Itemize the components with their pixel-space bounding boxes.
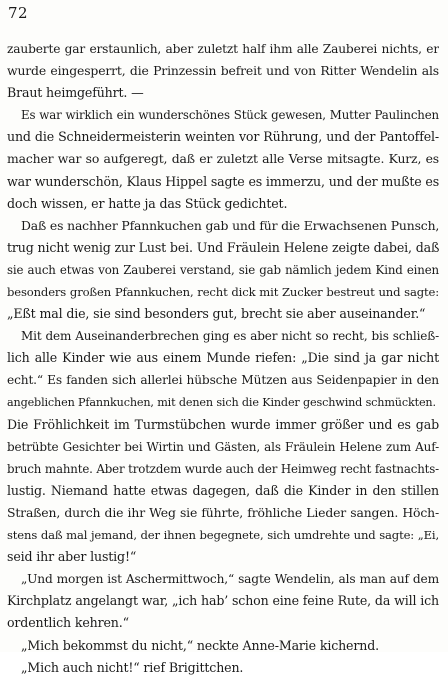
text-line: „Und morgen ist Aschermittwoch,“ sagte Wendelin, als man auf dem — [21, 572, 439, 587]
text-line: Kirchplatz angelangt war, „ich hab’ schon eine feine Rute, da will ich — [7, 593, 439, 609]
text-line: echt.“ Es fanden sich allerlei hübsche Mützen aus Seidenpapier in den — [7, 373, 439, 388]
text-line: Braut heimgeführt. — — [7, 85, 144, 101]
text-line: trug nicht wenig zur Lust bei. Und Fräulein Helene zeigte dabei, daß — [7, 239, 439, 255]
text-line: besonders großen Pfannkuchen, recht dick mit Zucker bestreut und sagte: — [7, 285, 439, 300]
text-line: stens daß mal jemand, der ihnen begegnete, sich umdrehte und sagte: „Ei, — [7, 528, 439, 543]
text-line: doch wissen, er hatte ja das Stück gedichtet. — [7, 195, 288, 211]
page-number: 72 — [8, 4, 29, 22]
text-line: „Eßt mal die, sie sind besonders gut, brecht sie aber auseinander.“ — [7, 306, 426, 322]
text-line: Daß es nachher Pfannkuchen gab und für die Erwachsenen Punsch, — [21, 217, 439, 233]
text-line: „Mich bekommst du nicht,“ neckte Anne-Marie kichernd. — [21, 637, 379, 653]
text-line: angeblichen Pfannkuchen, mit denen sich die Kinder geschwind schmückten. — [7, 395, 436, 409]
text-line: seid ihr aber lustig!“ — [7, 549, 137, 565]
text-line: Die Fröhlichkeit im Turmstübchen wurde immer größer und es gab — [7, 416, 439, 432]
text-line: zauberte gar erstaunlich, aber zuletzt half ihm alle Zauberei nichts, er — [7, 42, 439, 56]
text-line: Es war wirklich ein wunderschönes Stück gewesen, Mutter Paulinchen — [21, 108, 439, 123]
text-line: macher war so aufgeregt, daß er zuletzt alle Verse mitsagte. Kurz, es — [7, 151, 439, 167]
text-line: ordentlich kehren.“ — [7, 615, 129, 631]
text-line: Straßen, durch die ihr Weg sie führte, fröhliche Lieder sangen. Höch- — [7, 504, 439, 520]
text-line: Mit dem Auseinanderbrechen ging es aber nicht so recht, bis schließ- — [21, 329, 439, 344]
text-line: war wunderschön, Klaus Hippel sagte es immerzu, und der mußte es — [7, 173, 439, 189]
body-text — [7, 38, 439, 679]
text-line: lustig. Niemand hatte etwas dagegen, daß die Kinder in den stillen — [7, 482, 439, 498]
text-line: lich alle Kinder wie aus einem Munde riefen: „Die sind ja gar nicht — [7, 350, 439, 366]
text-line: wurde eingesperrt, die Prinzessin befreit und von Ritter Wendelin als — [7, 63, 439, 79]
text-line: und die Schneidermeisterin weinten vor Rührung, und der Pantoffel- — [7, 129, 439, 145]
text-line: „Mich auch nicht!“ rief Brigittchen. — [21, 659, 244, 675]
text-line: sie auch etwas von Zauberei verstand, sie gab nämlich jedem Kind einen — [7, 262, 439, 277]
text-line: bruch mahnte. Aber trotzdem wurde auch der Heimweg recht fastnachts- — [7, 461, 439, 476]
text-line: betrübte Gesichter bei Wirtin und Gästen, als Fräulein Helene zum Auf- — [7, 439, 439, 454]
